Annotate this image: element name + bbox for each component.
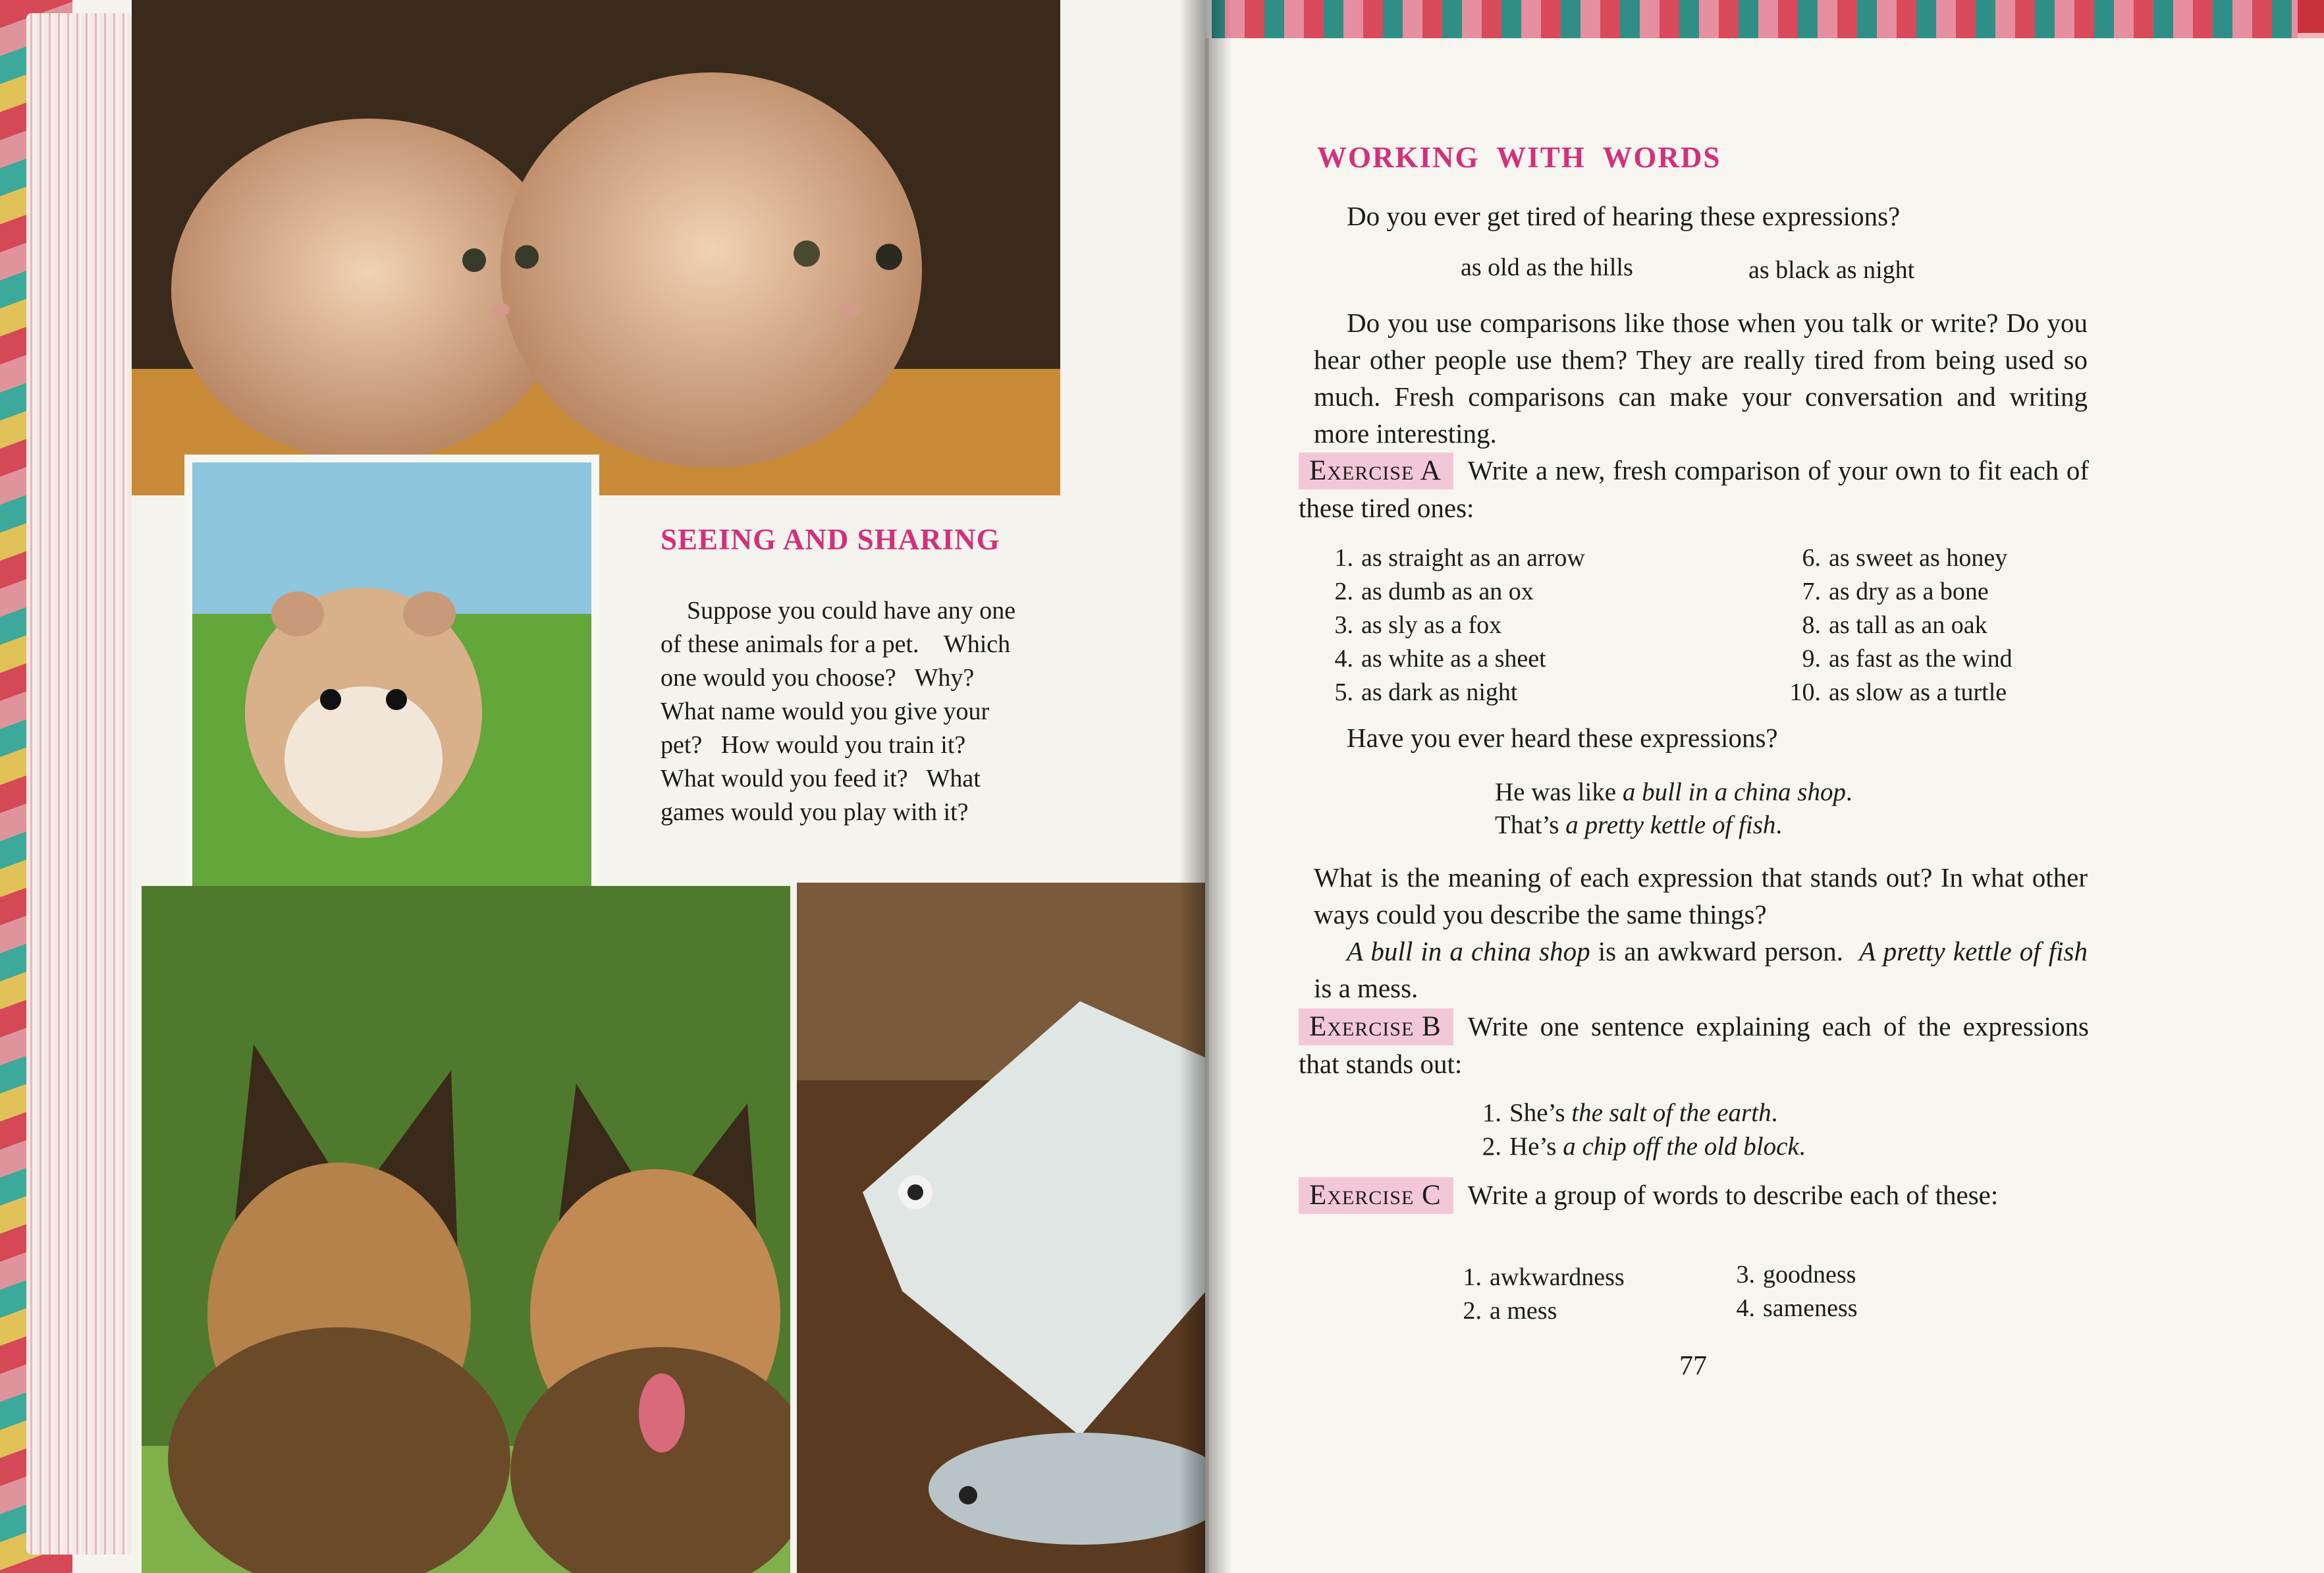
exercise-c-list-right — [1719, 1258, 1858, 1325]
page-number: 77 — [1679, 1351, 1707, 1381]
item-text: as sweet as honey — [1829, 544, 2008, 572]
comparisons-paragraph: Do you use comparisons like those when you talk or write? Do you hear other people use them? They are really tired from being used so much. Fresh comparisons can make your conversation and writing more interesting. — [1314, 308, 2088, 449]
text-line: pet? How would you train it? — [661, 731, 966, 759]
item-text: sameness — [1763, 1294, 1858, 1322]
item-number: 3. — [1736, 1261, 1755, 1288]
item-text: as dumb as an ox — [1361, 578, 1534, 605]
item-text: as straight as an arrow — [1361, 544, 1585, 572]
list-item — [1317, 642, 1585, 676]
tired-example-1: as old as the hills — [1461, 254, 1633, 281]
item-number: 2. — [1463, 1297, 1482, 1325]
list-item — [1785, 575, 2013, 609]
kittens-photo — [132, 0, 1060, 495]
item-text: goodness — [1763, 1261, 1856, 1288]
plain-text: . — [1798, 1132, 1806, 1161]
text-line: Suppose you could have any one — [687, 597, 1016, 624]
exercise-a — [1299, 452, 2089, 526]
text-line: of these animals for a pet. Which — [661, 630, 1011, 658]
exercise-a-list-right — [1785, 541, 2013, 709]
german-shepherds-photo — [142, 886, 790, 1573]
page-edges — [26, 13, 132, 1555]
tablecloth-top — [1185, 0, 2324, 40]
tired-example-2: as black as night — [1748, 256, 1915, 284]
list-item — [1317, 609, 1585, 642]
italic-expression: the salt of the earth — [1571, 1099, 1771, 1127]
list-item — [1317, 676, 1585, 709]
exercise-c-tag: Exercise C — [1299, 1177, 1453, 1214]
plain-text: She’s — [1509, 1099, 1572, 1127]
book-gutter — [1179, 0, 1231, 1573]
italic-expression: a pretty kettle of fish — [1565, 811, 1776, 839]
exercise-a-text: Write a new, fresh comparison of your own to fit each of these tired ones: — [1299, 455, 2089, 523]
plain-text: . — [1771, 1099, 1778, 1127]
item-number: 2. — [1482, 1132, 1501, 1161]
item-text: as sly as a fox — [1361, 611, 1502, 639]
item-text: as dry as a bone — [1829, 578, 1989, 605]
italic-expression: A pretty kettle of fish — [1859, 936, 2088, 966]
italic-expression: a bull in a china shop — [1622, 778, 1846, 806]
list-item — [1785, 541, 2013, 575]
item-number: 3. — [1334, 611, 1353, 639]
text-line: What name would you give your — [661, 698, 990, 725]
item-text: as slow as a turtle — [1829, 678, 2007, 706]
list-item — [1446, 1294, 1625, 1328]
item-number: 7. — [1802, 578, 1821, 605]
plain-text: is an awkward person. — [1590, 936, 1860, 966]
hamster-photo — [184, 455, 599, 927]
exercise-b-list — [1465, 1096, 1806, 1163]
item-number: 1. — [1463, 1263, 1482, 1291]
exercise-c — [1299, 1176, 2089, 1214]
list-item — [1317, 541, 1585, 575]
heard-expression-2 — [1495, 809, 1852, 842]
italic-expression: a chip off the old block — [1563, 1132, 1799, 1161]
item-text: as fast as the wind — [1829, 645, 2013, 673]
list-item — [1317, 575, 1585, 609]
plain-text: . — [1775, 811, 1783, 839]
item-number: 4. — [1334, 645, 1353, 673]
heard-expressions — [1495, 776, 1852, 842]
heard-expression-1 — [1495, 776, 1852, 809]
seeing-and-sharing-text — [661, 594, 1069, 829]
italic-expression: A bull in a china shop — [1347, 936, 1590, 966]
plain-text: . — [1845, 778, 1852, 806]
item-text: as white as a sheet — [1361, 645, 1546, 673]
item-number: 9. — [1802, 645, 1821, 673]
item-number: 1. — [1482, 1099, 1501, 1127]
plain-text: He’s — [1509, 1132, 1563, 1161]
list-item — [1785, 609, 2013, 642]
item-text: a mess — [1490, 1297, 1557, 1325]
list-item — [1785, 676, 2013, 709]
text-line: games would you play with it? — [661, 798, 969, 826]
list-item — [1465, 1130, 1806, 1163]
exercise-c-list-left — [1446, 1261, 1625, 1328]
list-item — [1719, 1258, 1858, 1292]
exercise-b — [1299, 1008, 2089, 1082]
list-item — [1446, 1261, 1625, 1294]
seeing-and-sharing-heading: SEEING AND SHARING — [661, 523, 1000, 556]
heard-question: Have you ever heard these expressions? — [1347, 723, 1778, 753]
item-number: 10. — [1789, 678, 1821, 706]
item-number: 4. — [1736, 1294, 1755, 1322]
plain-text: is a mess. — [1314, 973, 1419, 1003]
item-number: 6. — [1802, 544, 1821, 572]
meaning-paragraph: What is the meaning of each expression that stands out? In what other ways could you describe the same things? — [1314, 862, 2088, 929]
meaning-answer — [1314, 933, 2088, 1007]
text-line: one would you choose? Why? — [661, 664, 975, 692]
exercise-b-text: Write one sentence explaining each of the expressions that stands out: — [1299, 1011, 2089, 1079]
item-text: as tall as an oak — [1829, 611, 1987, 639]
item-number: 2. — [1334, 578, 1353, 605]
exercise-a-tag: Exercise A — [1299, 453, 1453, 489]
list-item — [1465, 1096, 1806, 1130]
item-text: as dark as night — [1361, 678, 1518, 706]
angelfish-photo — [797, 883, 1212, 1573]
plain-text: He was like — [1495, 778, 1623, 806]
item-number: 5. — [1334, 678, 1353, 706]
exercise-b-tag: Exercise B — [1299, 1008, 1453, 1045]
intro-question: Do you ever get tired of hearing these expressions? — [1347, 201, 1901, 231]
list-item — [1785, 642, 2013, 676]
text-line: What would you feed it? What — [661, 765, 981, 792]
working-with-words-heading: WORKING WITH WORDS — [1317, 141, 1721, 174]
list-item — [1719, 1292, 1858, 1325]
plain-text: That’s — [1495, 811, 1566, 839]
exercise-a-list-left — [1317, 541, 1585, 709]
item-number: 8. — [1802, 611, 1821, 639]
exercise-c-text: Write a group of words to describe each of these: — [1467, 1180, 1999, 1210]
item-text: awkwardness — [1490, 1263, 1625, 1291]
item-number: 1. — [1334, 544, 1353, 572]
